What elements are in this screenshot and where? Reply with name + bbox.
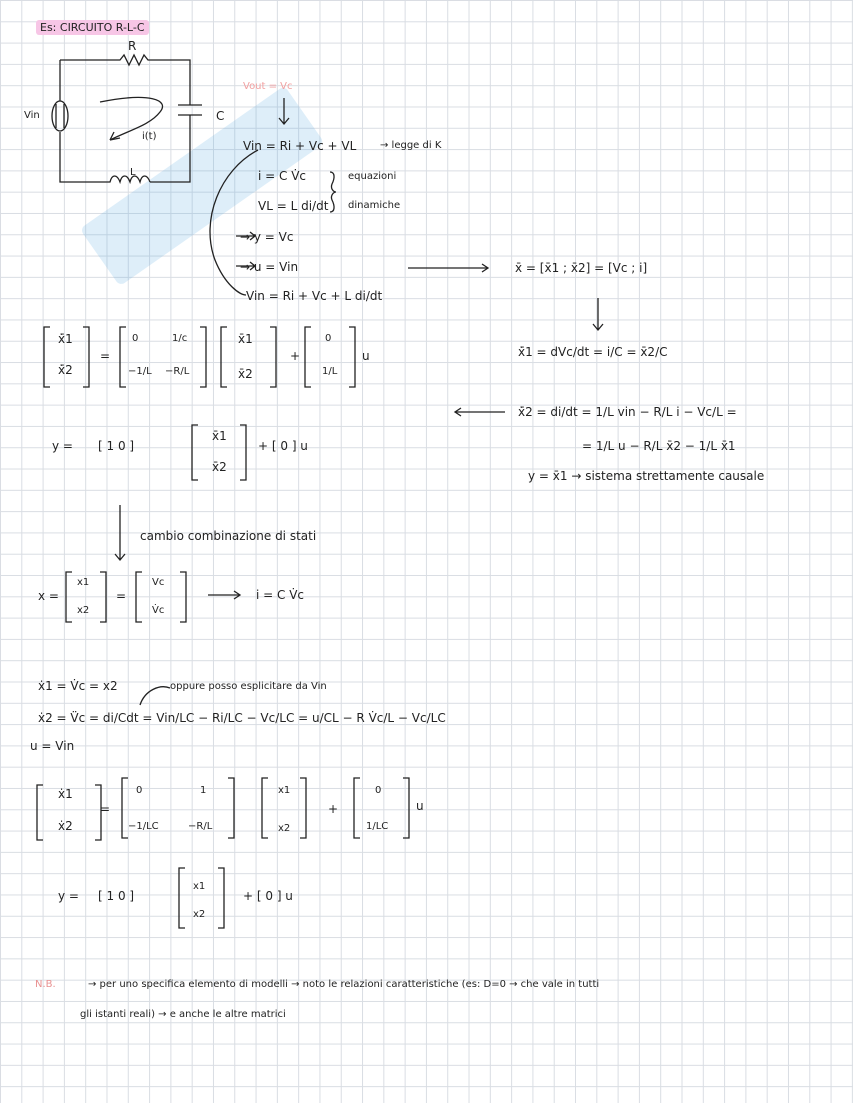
output2-state2: x2 xyxy=(193,909,206,920)
A2-12: 1 xyxy=(200,785,207,796)
vout-label: Vout = Vc xyxy=(243,81,293,92)
lhs-1-row2: ẋ̄2 xyxy=(58,363,73,377)
vin-label: Vin xyxy=(24,110,40,121)
output1-C: [ 1 0 ] xyxy=(98,439,135,453)
vin-full-eq: Vin = Ri + Vc + L di/dt xyxy=(246,289,383,303)
vc-label: Vc xyxy=(152,577,165,588)
A2-21: −1/LC xyxy=(128,821,159,832)
A1-21: −1/L xyxy=(128,366,152,377)
output2-y: y = xyxy=(58,889,79,903)
kirchhoff-note: → legge di K xyxy=(380,140,442,151)
x1bar-derivative: ẋ̄1 = dVc/dt = i/C = x̄2/C xyxy=(518,345,668,359)
state2-row2: x2 xyxy=(278,823,291,834)
B1-2: 1/L xyxy=(322,366,338,377)
plus-2: + xyxy=(328,802,339,816)
derivation-note: oppure posso esplicitare da Vin xyxy=(170,681,327,692)
output1-D: + [ 0 ] u xyxy=(258,439,308,453)
plus-1: + xyxy=(290,349,301,363)
page-title: Es: CIRCUITO R-L-C xyxy=(36,20,149,35)
output1-state1: x̄1 xyxy=(212,429,227,443)
A2-22: −R/L xyxy=(188,821,213,832)
input-def: → u = Vin xyxy=(240,260,299,274)
A1-22: −R/L xyxy=(165,366,190,377)
equals-3: = xyxy=(100,802,111,816)
kirchhoff-eq: Vin = Ri + Vc + VL xyxy=(243,139,357,153)
capacitor-label: C xyxy=(216,109,225,123)
output2-state1: x1 xyxy=(193,881,206,892)
output2-C: [ 1 0 ] xyxy=(98,889,135,903)
inductor-eq: VL = L di/dt xyxy=(258,199,329,213)
lhs-2-row2: ẋ2 xyxy=(58,819,73,833)
B2-2: 1/LC xyxy=(366,821,389,832)
current-relation: i = C V̇c xyxy=(256,588,305,602)
A2-11: 0 xyxy=(136,785,143,796)
state1-row1: x̄1 xyxy=(238,332,253,346)
B1-1: 0 xyxy=(325,333,332,344)
dynamic-label-2: dinamiche xyxy=(348,200,401,211)
xbar-definition: x̄ = [x̄1 ; x̄2] = [Vc ; i] xyxy=(515,261,648,275)
nb-line2: gli istanti reali) → e anche le altre matrici xyxy=(80,1009,286,1020)
change-label: cambio combinazione di stati xyxy=(140,529,317,543)
capacitor-eq: i = C V̇c xyxy=(258,169,307,183)
lhs-1-row1: ẋ̄1 xyxy=(58,332,73,346)
inductor-label: L xyxy=(130,167,136,178)
derivation-line1: ẋ1 = V̇c = x2 xyxy=(38,679,118,693)
state1-row2: x̄2 xyxy=(238,367,253,381)
derivation-line2: ẋ2 = V̈c = di/Cdt = Vin/LC − Ri/LC − Vc/LC = u/CL − R V̇c/L − Vc/LC xyxy=(38,711,446,725)
x1-label: x1 xyxy=(77,577,90,588)
strictly-causal-note: y = x̄1 → sistema strettamente causale xyxy=(528,469,765,483)
nb-label: N.B. xyxy=(35,979,56,990)
x-label: x = xyxy=(38,589,59,603)
output1-y: y = xyxy=(52,439,73,453)
nb-line1: → per uno specifica elemento di modelli → noto le relazioni caratteristiche (es: D=0 → che vale in tutti xyxy=(88,979,600,990)
x2bar-derivative-b: = 1/L u − R/L x̄2 − 1/L x̄1 xyxy=(582,439,736,453)
equals-1: = xyxy=(100,349,111,363)
u-1: u xyxy=(362,349,370,363)
output-def: → y = Vc xyxy=(240,230,294,244)
x2-label: x2 xyxy=(77,605,90,616)
x2bar-derivative-a: ẋ̄2 = di/dt = 1/L vin − R/L i − Vc/L = xyxy=(518,405,737,419)
vcdot-label: V̇c xyxy=(152,605,165,616)
dynamic-label-1: equazioni xyxy=(348,171,397,182)
B2-1: 0 xyxy=(375,785,382,796)
equals-2: = xyxy=(116,589,127,603)
derivation-line3: u = Vin xyxy=(30,739,75,753)
output2-D: + [ 0 ] u xyxy=(243,889,293,903)
u-2: u xyxy=(416,799,424,813)
A1-12: 1/c xyxy=(172,333,188,344)
resistor-label: R xyxy=(128,39,137,53)
lhs-2-row1: ẋ1 xyxy=(58,787,73,801)
A1-11: 0 xyxy=(132,333,139,344)
output1-state2: x̄2 xyxy=(212,460,227,474)
state2-row1: x1 xyxy=(278,785,291,796)
current-label: i(t) xyxy=(142,131,157,142)
